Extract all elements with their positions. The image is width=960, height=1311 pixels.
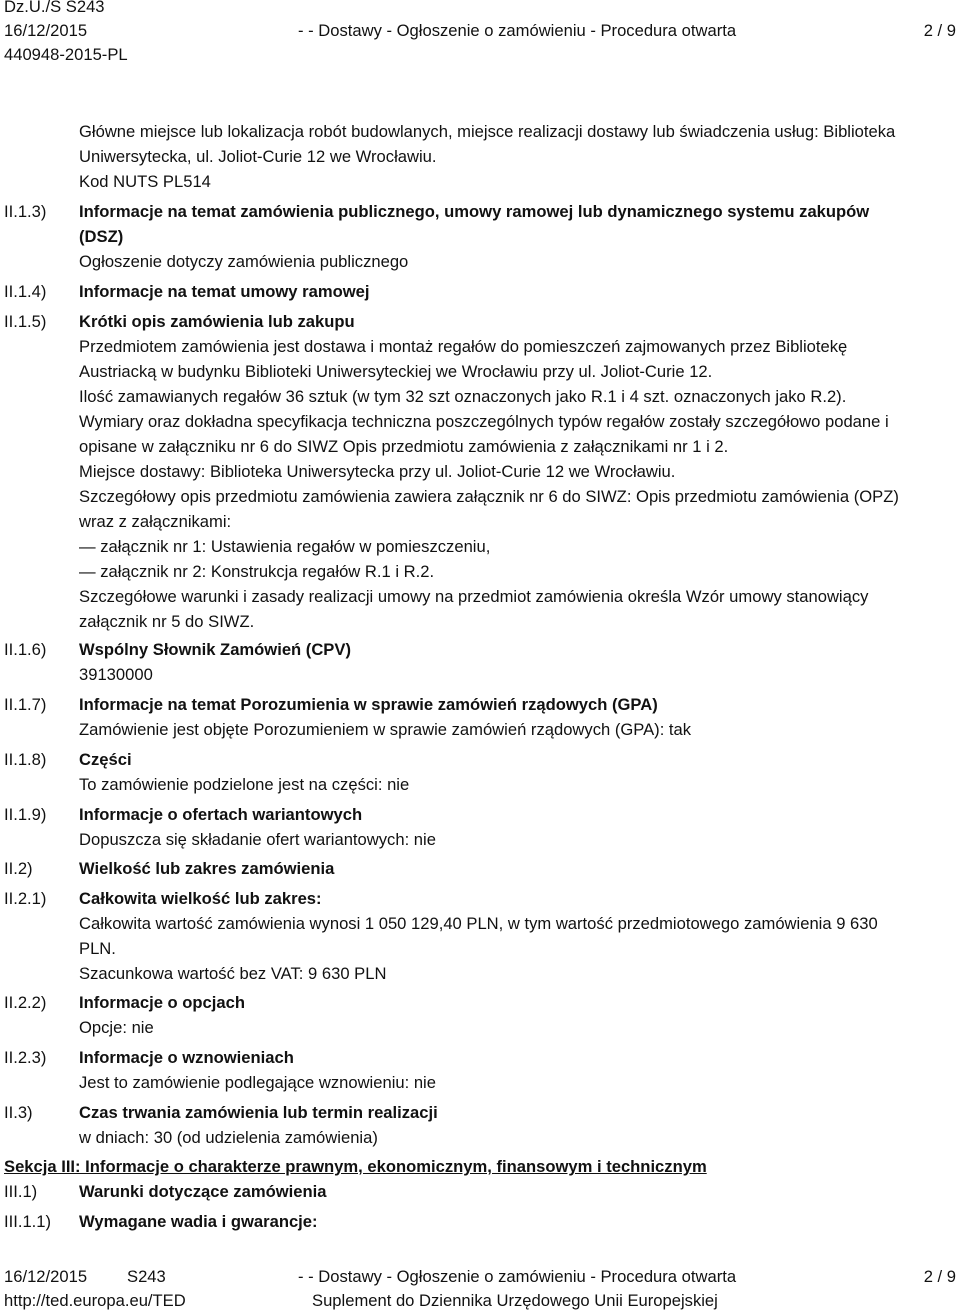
section-title: Informacje na temat umowy ramowej — [79, 282, 370, 301]
footer-date: 16/12/2015 — [4, 1267, 88, 1286]
section-title: Krótki opis zamówienia lub zakupu — [79, 312, 355, 331]
section-number: II.1.5) — [4, 312, 47, 331]
section-title: Informacje o ofertach wariantowych — [79, 805, 363, 824]
section-title: Części — [79, 750, 132, 769]
section-title: Wymagane wadia i gwarancje: — [79, 1212, 318, 1231]
section-title: Całkowita wielkość lub zakres: — [79, 889, 322, 908]
section-title: Informacje o opcjach — [79, 993, 245, 1012]
section-number: II.3) — [4, 1103, 33, 1122]
section-text: Ogłoszenie dotyczy zamówienia publicznego — [79, 252, 409, 271]
description-line: załącznik nr 5 do SIWZ. — [79, 612, 255, 631]
section-number: II.1.6) — [4, 640, 47, 659]
section-text: Jest to zamówienie podlegające wznowieniu: nie — [79, 1073, 436, 1092]
header-title: - - Dostawy - Ogłoszenie o zamówieniu - Procedura otwarta — [298, 21, 737, 40]
section-number: II.1.8) — [4, 750, 47, 769]
value-line: PLN. — [79, 939, 116, 958]
value-line: Szacunkowa wartość bez VAT: 9 630 PLN — [79, 964, 387, 983]
description-line: wraz z załącznikami: — [79, 512, 232, 531]
location-line-1: Główne miejsce lub lokalizacja robót budowlanych, miejsce realizacji dostawy lub świadczenia usług: Biblioteka — [79, 122, 896, 141]
section-number: III.1.1) — [4, 1212, 52, 1231]
section-number: II.1.4) — [4, 282, 47, 301]
section-title: Wielkość lub zakres zamówienia — [79, 859, 335, 878]
doc-id: 440948-2015-PL — [4, 45, 128, 64]
section-title: Warunki dotyczące zamówienia — [79, 1182, 327, 1201]
description-line: Wymiary oraz dokładna specyfikacja techniczna poszczególnych typów regałów zostały szczegółowo podane i — [79, 412, 889, 431]
footer-supplement: Suplement do Dziennika Urzędowego Unii Europejskiej — [312, 1291, 718, 1310]
section-title: Informacje na temat Porozumienia w sprawie zamówień rządowych (GPA) — [79, 695, 658, 714]
description-line: — załącznik nr 1: Ustawienia regałów w pomieszczeniu, — [79, 537, 491, 556]
section-title: Czas trwania zamówienia lub termin realizacji — [79, 1103, 438, 1122]
description-line: — załącznik nr 2: Konstrukcja regałów R.1 i R.2. — [79, 562, 435, 581]
section-text: Zamówienie jest objęte Porozumieniem w sprawie zamówień rządowych (GPA): tak — [79, 720, 692, 739]
section-number: II.2) — [4, 859, 33, 878]
section-number: III.1) — [4, 1182, 38, 1201]
header-date: 16/12/2015 — [4, 21, 88, 40]
nuts-code: Kod NUTS PL514 — [79, 172, 211, 191]
footer-title: - - Dostawy - Ogłoszenie o zamówieniu - Procedura otwarta — [298, 1267, 737, 1286]
section-text: Dopuszcza się składanie ofert wariantowych: nie — [79, 830, 436, 849]
footer-page: 2 / 9 — [923, 1267, 956, 1286]
section-title: Informacje na temat zamówienia publicznego, umowy ramowej lub dynamicznego systemu zakupów — [79, 202, 870, 221]
description-line: Ilość zamawianych regałów 36 sztuk (w tym 32 szt oznaczonych jako R.1 i 4 szt. oznaczonych jako R.2). — [79, 387, 847, 406]
section-text: To zamówienie podzielone jest na części: nie — [79, 775, 410, 794]
footer-series: S243 — [127, 1267, 166, 1286]
location-line-2: Uniwersytecka, ul. Joliot-Curie 12 we Wrocławiu. — [79, 147, 437, 166]
description-line: Miejsce dostawy: Biblioteka Uniwersytecka przy ul. Joliot-Curie 12 we Wrocławiu. — [79, 462, 676, 481]
section-heading: Sekcja III: Informacje o charakterze prawnym, ekonomicznym, finansowym i technicznym — [4, 1157, 707, 1176]
value-line: Całkowita wartość zamówienia wynosi 1 050 129,40 PLN, w tym wartość przedmiotowego zamówienia 9 630 — [79, 914, 878, 933]
section-number: II.1.3) — [4, 202, 47, 221]
section-title-cont: (DSZ) — [79, 227, 124, 246]
description-line: Szczegółowy opis przedmiotu zamówienia zawiera załącznik nr 6 do SIWZ: Opis przedmiotu zamówienia (OPZ) — [79, 487, 899, 506]
section-title: Informacje o wznowieniach — [79, 1048, 294, 1067]
section-text: w dniach: 30 (od udzielenia zamówienia) — [79, 1128, 378, 1147]
header-page: 2 / 9 — [923, 21, 956, 40]
description-line: Austriacką w budynku Biblioteki Uniwersyteckiej we Wrocławiu przy ul. Joliot-Curie 12. — [79, 362, 713, 381]
description-line: Szczegółowe warunki i zasady realizacji umowy na przedmiot zamówienia określa Wzór umowy stanowiący — [79, 587, 869, 606]
footer-url[interactable]: http://ted.europa.eu/TED — [4, 1291, 186, 1310]
description-line: Przedmiotem zamówienia jest dostawa i montaż regałów do pomieszczeń zajmowanych przez Bibliotekę — [79, 337, 848, 356]
journal-ref: Dz.U./S S243 — [4, 0, 105, 16]
section-number: II.2.1) — [4, 889, 47, 908]
section-number: II.2.3) — [4, 1048, 47, 1067]
section-number: II.1.7) — [4, 695, 47, 714]
section-title: Wspólny Słownik Zamówień (CPV) — [79, 640, 351, 659]
section-text: Opcje: nie — [79, 1018, 154, 1037]
section-number: II.2.2) — [4, 993, 47, 1012]
description-line: opisane w załączniku nr 6 do SIWZ Opis przedmiotu zamówienia z załącznikami nr 1 i 2. — [79, 437, 729, 456]
cpv-code: 39130000 — [79, 665, 153, 684]
section-number: II.1.9) — [4, 805, 47, 824]
